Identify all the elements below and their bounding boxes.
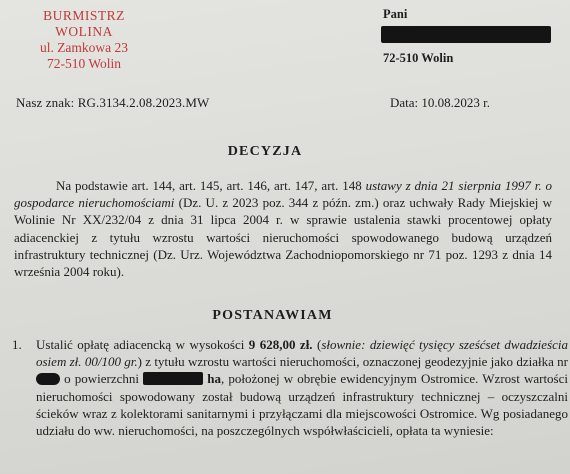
item-text: Ustalić opłatę adiacencką w wysokości [36, 337, 249, 352]
item-body [36, 336, 568, 439]
recipient-salutation: Pani [383, 7, 408, 21]
document-date: Data: 10.08.2023 r. [390, 95, 491, 110]
redacted-area [143, 372, 203, 385]
legal-basis-text-cont: (Dz. U. z 2023 poz. 344 z późn. zm.) oraz uchwały Rady Miejskiej w Wolinie Nr XX/232/04 z dnia 31 lipca 2004 r. w sprawie ustalenia stawki procentowej opłaty adiacenckiej z tytułu wzrostu wartości nieruchomości spowodowanego budową urządzeń infrastruktury technicznej (Dz. Urz. Województwa Zachodniopomorskiego nr 71 poz. 1293 z dnia 14 września 2004 roku). [14, 195, 552, 280]
decision-heading: DECYZJA [227, 144, 303, 159]
redacted-recipient-name [381, 26, 551, 43]
sender-city: 72-510 Wolin [46, 56, 122, 71]
recipient-city: 72-510 Wolin [383, 51, 454, 65]
item-text: ) z tytułu wzrostu wartości nieruchomości, oznaczonej geodezyjnie jako działka nr [137, 354, 568, 370]
amount-in-words: słownie: dziewięć tysięcy sześćset dwadzieścia osiem zł. 00/100 gr. [36, 337, 568, 370]
legal-basis-paragraph [14, 177, 552, 280]
area-unit: ha [207, 371, 221, 387]
ruling-heading: POSTANAWIAM [212, 308, 333, 323]
legal-basis-text: Na podstawie art. 144, art. 145, art. 146, art. 147, art. 148 [56, 178, 366, 193]
sender-name: BURMISTRZ WOLINA [43, 8, 125, 39]
act-title: ustawy z dnia 21 sierpnia 1997 r. o gospodarce nieruchomościami [14, 178, 552, 211]
fee-amount: 9 628,00 zł. [248, 337, 313, 352]
reference-number: Nasz znak: RG.3134.2.08.2023.MW [16, 95, 210, 110]
item-text: , położonej w obrębie ewidencyjnym Ostromice. Wzrost wartości nieruchomości spowodowany został budową urządzeń infrastruktury technicznej – oczyszczalni ścieków wraz z kolektorami sanitarnymi i przyłączami dla miejscowości Ostromice. Wg posiadanego udziału do ww. nieruchomości, na poszczególnych współwłaścicieli, opłata ta wyniesie: [36, 371, 568, 439]
sender-stamp [14, 8, 154, 72]
ruling-item-1 [12, 336, 568, 439]
item-text: ( [312, 337, 322, 352]
sender-street: ul. Zamkowa 23 [39, 40, 129, 55]
item-text: o powierzchni [60, 371, 144, 387]
recipient-address [383, 6, 551, 66]
item-number: 1. [12, 337, 22, 352]
redacted-plot-number [36, 373, 60, 385]
